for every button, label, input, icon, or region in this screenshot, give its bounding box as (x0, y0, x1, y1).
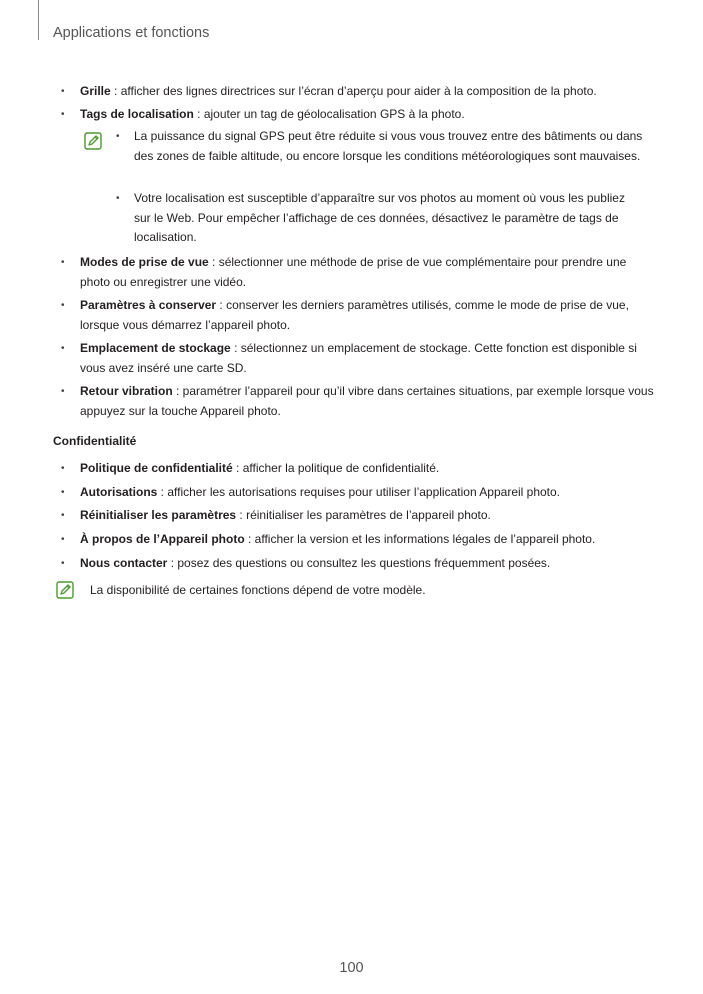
footer-note: La disponibilité de certaines fonctions dépend de votre modèle. (90, 583, 426, 597)
list-item: Retour vibration : paramétrer l’appareil pour qu’il vibre dans certaines situations, par exemple lorsque vous appuyez sur la touche Appareil photo. (80, 384, 654, 418)
bullet: • (61, 86, 65, 97)
list-item: Emplacement de stockage : sélectionnez un emplacement de stockage. Cette fonction est disponible si vous avez inséré une carte SD. (80, 341, 637, 375)
note-item: Votre localisation est susceptible d’apparaître sur vos photos au moment où vous les publiez sur le Web. Pour empêcher l’affichage de ces données, désactivez le paramètre de tags de localisation. (134, 191, 625, 244)
bullet: • (61, 487, 65, 498)
bullet: • (116, 131, 120, 142)
header-divider (38, 0, 39, 40)
bullet: • (61, 510, 65, 521)
list-item: Tags de localisation : ajouter un tag de géolocalisation GPS à la photo. (80, 107, 465, 121)
bullet: • (61, 109, 65, 120)
bullet: • (61, 257, 65, 268)
bullet: • (61, 343, 65, 354)
page-number: 100 (339, 960, 364, 976)
bullet: • (61, 300, 65, 311)
bullet: • (61, 558, 65, 569)
list-item: À propos de l’Appareil photo : afficher la version et les informations légales de l’appareil photo. (80, 532, 596, 546)
bullet: • (61, 463, 65, 474)
bullet: • (61, 386, 65, 397)
note-item: La puissance du signal GPS peut être réduite si vous vous trouvez entre des bâtiments ou dans des zones de faible altitude, ou encore lorsque les conditions météorologiques sont mauvaises. (134, 129, 643, 163)
list-item: Grille : afficher des lignes directrices sur l’écran d’aperçu pour aider à la composition de la photo. (80, 84, 597, 98)
list-item: Paramètres à conserver : conserver les derniers paramètres utilisés, comme le mode de prise de vue, lorsque vous démarrez l’appareil photo. (80, 298, 629, 332)
note-pencil-icon (56, 581, 74, 599)
bullet: • (116, 193, 120, 204)
note-pencil-icon (84, 132, 102, 150)
list-item: Politique de confidentialité : afficher la politique de confidentialité. (80, 461, 440, 475)
list-item: Réinitialiser les paramètres : réinitialiser les paramètres de l’appareil photo. (80, 508, 491, 522)
list-item: Modes de prise de vue : sélectionner une méthode de prise de vue complémentaire pour prendre une photo ou enregistrer une vidéo. (80, 255, 627, 289)
list-item: Autorisations : afficher les autorisations requises pour utiliser l’application Appareil photo. (80, 485, 561, 499)
list-item: Nous contacter : posez des questions ou consultez les questions fréquemment posées. (80, 556, 551, 570)
bullet: • (61, 534, 65, 545)
section-title: Confidentialité (53, 434, 137, 448)
page-header: Applications et fonctions (53, 25, 210, 41)
